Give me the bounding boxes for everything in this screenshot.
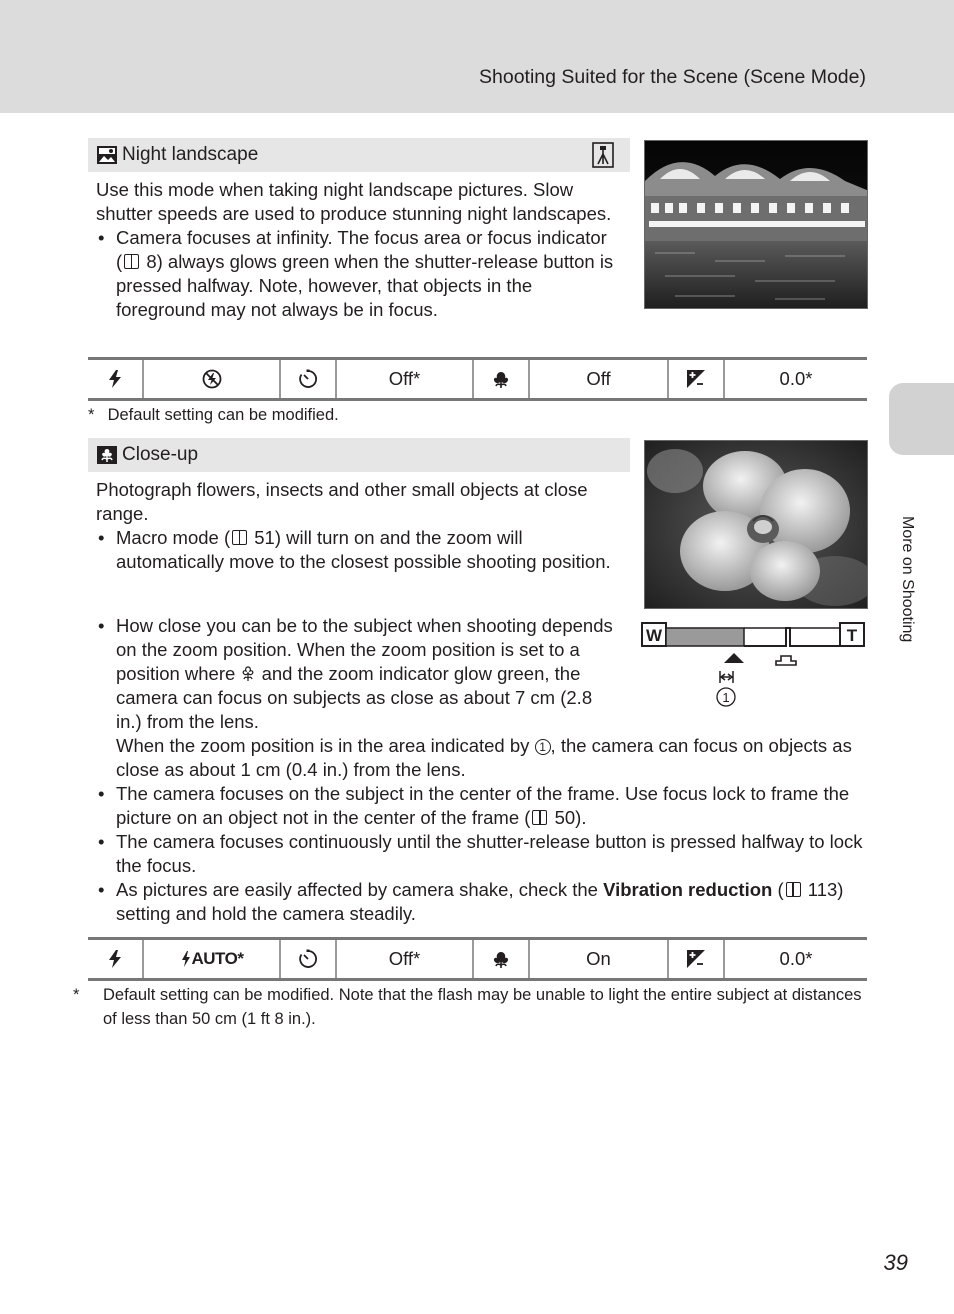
close-up-bullet-3 bbox=[96, 782, 876, 830]
close-up-bullet-2-text-a: How close you can be to the subject when shooting depends on the zoom position. When the zoom position is set to a position where bbox=[116, 615, 613, 684]
exposure-cell bbox=[669, 360, 725, 398]
macro-value: Off bbox=[530, 360, 669, 398]
close-up-bullet-5-text-b: ( bbox=[777, 879, 784, 900]
close-up-bullet-4: • The camera focuses continuously until the shutter-release button is pressed halfway to lock the focus. bbox=[96, 830, 876, 878]
flash-icon bbox=[105, 949, 125, 969]
night-bullet-1-ref: 8 bbox=[146, 251, 157, 272]
macro-limit-icon bbox=[776, 656, 796, 665]
timer-value: Off* bbox=[337, 360, 474, 398]
close-up-bullet-1-ref: 51 bbox=[254, 527, 275, 548]
flash-off-icon bbox=[202, 369, 222, 389]
close-up-footnote-text: Default setting can be modified. Note that the flash may be unable to light the entire subject at distances of less than 50 cm (1 ft 8 in.). bbox=[103, 986, 862, 1028]
close-up-body-upper bbox=[96, 478, 618, 574]
macro-outline-icon bbox=[240, 665, 256, 683]
flash-value-cell bbox=[144, 940, 281, 978]
zoom-t-label: T bbox=[846, 626, 858, 645]
book-ref-icon bbox=[786, 882, 801, 897]
night-landscape-photo bbox=[644, 140, 868, 309]
night-footnote-text: Default setting can be modified. bbox=[107, 406, 339, 424]
close-up-footnote bbox=[73, 983, 873, 1031]
footnote-star: * bbox=[73, 986, 80, 1004]
flash-icon bbox=[105, 369, 125, 389]
close-up-title: Close-up bbox=[122, 444, 199, 465]
flash-value: AUTO* bbox=[191, 949, 244, 968]
night-intro: Use this mode when taking night landscape pictures. Slow shutter speeds are used to produce stunning night landscapes. bbox=[96, 179, 612, 224]
close-up-bullet-2-text-d: , the camera can focus on objects as close as about 1 cm (0.4 in.) from the lens. bbox=[116, 735, 852, 780]
close-up-intro: Photograph flowers, insects and other small objects at close range. bbox=[96, 479, 588, 524]
flash-cell bbox=[88, 940, 144, 978]
night-settings-row bbox=[88, 357, 867, 401]
exposure-compensation-icon bbox=[686, 369, 706, 389]
close-up-bullet-2-text-b: and the zoom indicator glow green, the camera can focus on subjects as close as about 7 cm (2.8 in.) from the lens. bbox=[116, 663, 593, 732]
macro-cell bbox=[474, 940, 530, 978]
book-ref-icon bbox=[232, 530, 247, 545]
night-bullet-1 bbox=[96, 226, 618, 322]
flash-cell bbox=[88, 360, 144, 398]
flash-value-cell bbox=[144, 360, 281, 398]
macro-value: On bbox=[530, 940, 669, 978]
close-up-bullet-2-continued bbox=[96, 734, 876, 782]
zoom-bar-fill bbox=[666, 628, 744, 646]
night-landscape-title: Night landscape bbox=[122, 144, 259, 165]
side-tab bbox=[889, 383, 954, 455]
close-up-bullet-2 bbox=[96, 614, 616, 734]
close-up-body-lower bbox=[96, 734, 876, 926]
close-up-bullet-1-text-b: ) will turn on and the zoom will automatically move to the closest possible shooting position. bbox=[116, 527, 611, 572]
close-up-bullet-2-upper bbox=[96, 614, 616, 734]
tripod-icon bbox=[592, 142, 614, 168]
focus-range-icon bbox=[720, 671, 733, 683]
night-landscape-body bbox=[96, 178, 618, 322]
close-up-bullet-5-ref: 113 bbox=[807, 879, 838, 900]
exposure-value: 0.0* bbox=[779, 948, 813, 969]
callout-1-number: 1 bbox=[722, 690, 730, 705]
book-ref-icon bbox=[532, 810, 547, 825]
close-up-bullet-5-text-c: ) setting and hold the camera steadily. bbox=[116, 879, 844, 924]
close-up-bullet-3-ref: 50 bbox=[554, 807, 576, 828]
close-up-bullet-5-text-a: As pictures are easily affected by camera shake, check the bbox=[116, 879, 598, 900]
close-up-bullet-5 bbox=[96, 878, 876, 926]
close-up-bullet-1-text-a: Macro mode ( bbox=[116, 527, 231, 548]
footnote-star: * bbox=[88, 406, 95, 424]
zoom-bar-track bbox=[744, 628, 840, 646]
timer-cell bbox=[281, 940, 337, 978]
close-up-photo bbox=[644, 440, 868, 609]
timer-cell bbox=[281, 360, 337, 398]
timer-value: Off* bbox=[337, 940, 474, 978]
self-timer-icon bbox=[298, 369, 318, 389]
page-number: 39 bbox=[883, 1250, 908, 1275]
flash-auto-icon bbox=[180, 950, 192, 968]
zoom-w-label: W bbox=[645, 626, 663, 645]
vibration-reduction-term: Vibration reduction bbox=[603, 879, 773, 900]
callout-1-inline: 1 bbox=[535, 739, 551, 755]
night-landscape-icon bbox=[96, 145, 118, 165]
macro-icon bbox=[491, 369, 511, 389]
close-up-settings-row bbox=[88, 937, 867, 981]
night-footnote bbox=[88, 403, 339, 427]
close-up-heading bbox=[88, 438, 630, 472]
book-ref-icon bbox=[124, 254, 139, 269]
exposure-compensation-icon bbox=[686, 949, 706, 969]
section-title: Shooting Suited for the Scene (Scene Mode) bbox=[479, 66, 866, 88]
close-up-bullet-1 bbox=[96, 526, 618, 574]
zoom-position-marker bbox=[724, 653, 744, 663]
close-up-bullet-2-text-c: When the zoom position is in the area indicated by bbox=[116, 735, 530, 756]
exposure-cell bbox=[669, 940, 725, 978]
zoom-indicator-diagram bbox=[641, 620, 867, 712]
night-bullet-1-text-a: Camera focuses at infinity. The focus area or focus indicator ( bbox=[116, 227, 607, 272]
night-bullet-1-text-b: ) always glows green when the shutter-release button is pressed halfway. Note, however, that objects in the foreground may not always be in focus. bbox=[116, 251, 614, 320]
night-landscape-heading bbox=[88, 138, 630, 172]
macro-cell bbox=[474, 360, 530, 398]
close-up-icon bbox=[96, 445, 118, 465]
macro-icon bbox=[491, 949, 511, 969]
close-up-bullet-3-text-a: The camera focuses on the subject in the center of the frame. Use focus lock to frame the picture on an object not in the center of the frame ( bbox=[116, 783, 850, 828]
close-up-bullet-3-text-b: ). bbox=[575, 807, 587, 828]
side-tab-label: More on Shooting bbox=[899, 516, 916, 643]
exposure-value: 0.0* bbox=[779, 368, 813, 389]
header-band bbox=[0, 0, 954, 113]
self-timer-icon bbox=[298, 949, 318, 969]
